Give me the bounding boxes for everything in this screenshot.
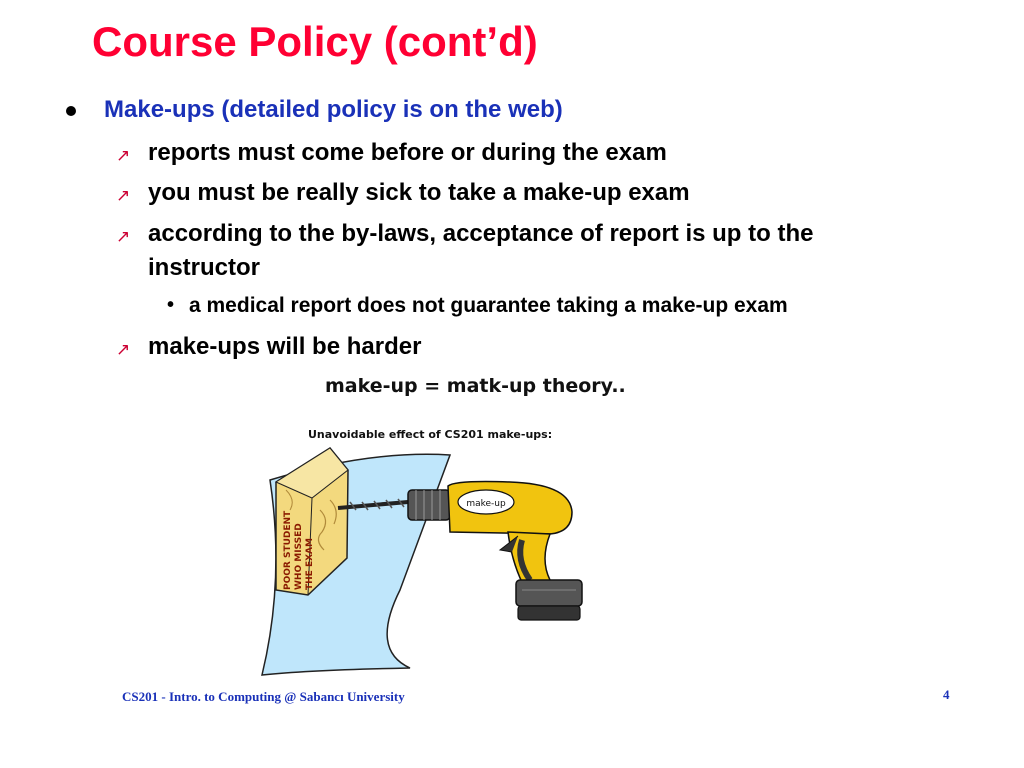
drill-chuck — [408, 490, 450, 520]
drill-label: make-up — [466, 499, 506, 509]
arrow-bullet-icon: ↗ — [116, 146, 131, 165]
arrow-bullet-icon: ↗ — [116, 227, 131, 246]
page-number: 4 — [943, 687, 950, 702]
subsubbullet-medical: a medical report does not guarantee taking a make-up exam — [189, 294, 788, 317]
block-text-line: THE EXAM — [305, 538, 315, 590]
slide-title: Course Policy (cont’d) — [92, 18, 538, 65]
subbullet-harder: make-ups will be harder — [148, 333, 422, 360]
subbullet-sick: you must be really sick to take a make-up exam — [148, 179, 690, 206]
drill-illustration — [250, 440, 610, 680]
drill-battery — [516, 580, 582, 606]
subbullet-reports: reports must come before or during the exam — [148, 139, 667, 166]
small-bullet-dot: • — [167, 294, 175, 316]
image-heading: make-up = matk-up theory.. — [325, 375, 626, 397]
arrow-bullet-icon: ↗ — [116, 340, 131, 359]
footer-text: CS201 - Intro. to Computing @ Sabancı University — [122, 689, 405, 704]
bullet-dot — [66, 106, 76, 116]
arrow-bullet-icon: ↗ — [116, 186, 131, 205]
block-text-line: WHO MISSED — [294, 523, 304, 590]
subbullet-bylaws: according to the by-laws, acceptance of report is up to the instructor — [148, 220, 814, 281]
image-subheading: Unavoidable effect of CS201 make-ups: — [308, 428, 553, 441]
block-text-line: POOR STUDENT — [283, 510, 293, 590]
bullet-makeups: Make-ups (detailed policy is on the web) — [104, 96, 563, 123]
